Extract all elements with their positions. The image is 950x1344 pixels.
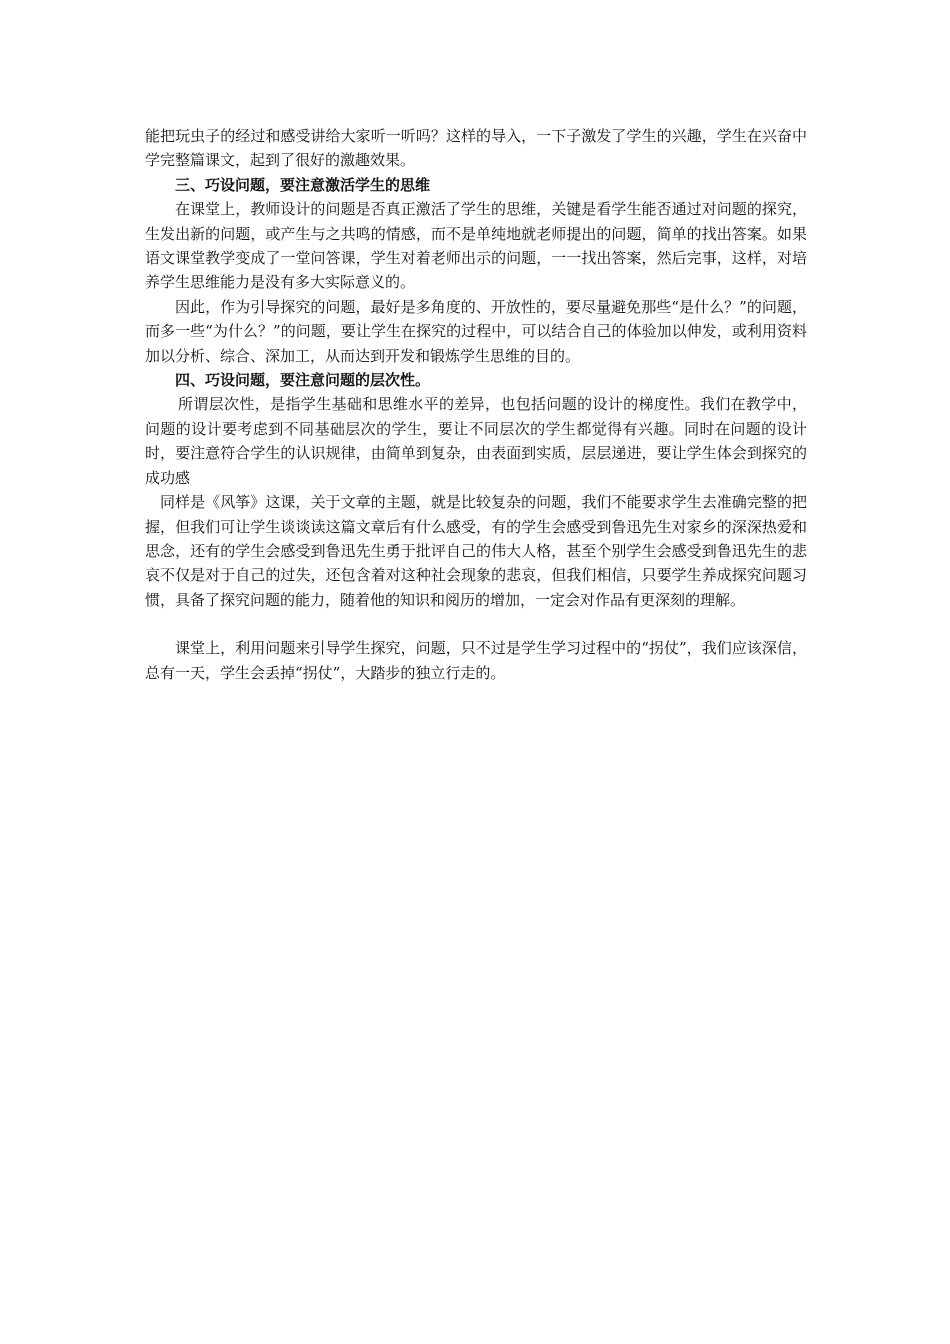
blank-line	[145, 612, 807, 636]
document-body	[145, 124, 807, 685]
paragraph-intro: 能把玩虫子的经过和感受讲给大家听一听吗？这样的导入，一下子激发了学生的兴趣，学生在兴奋中学完整篇课文，起到了很好的激趣效果。	[145, 127, 807, 170]
paragraph-4a: 所谓层次性，是指学生基础和思维水平的差异，也包括问题的设计的梯度性。我们在教学中，问题的设计要考虑到不同基础层次的学生，要让不同层次的学生都觉得有兴趣。同时在问题的设计时，要注意符合学生的认识规律，由简单到复杂，由表面到实质，层层递进，要让学生体会到探究的成功感	[145, 395, 807, 487]
paragraph-3b: 因此，作为引导探究的问题，最好是多角度的、开放性的，要尽量避免那些“是什么？”的问题，而多一些“为什么？”的问题，要让学生在探究的过程中，可以结合自己的体验加以伸发，或利用资料加以分析、综合、深加工，从而达到开发和锻炼学生思维的目的。	[145, 297, 807, 365]
paragraph-conclusion: 课堂上，利用问题来引导学生探究，问题，只不过是学生学习过程中的“拐仗”，我们应该深信，总有一天，学生会丢掉“拐仗”，大踏步的独立行走的。	[145, 639, 807, 682]
section-heading-3: 三、巧设问题，要注意激活学生的思维	[175, 175, 431, 194]
section-heading-4: 四、巧设问题，要注意问题的层次性。	[175, 371, 431, 390]
paragraph-4b: 同样是《风筝》这课，关于文章的主题，就是比较复杂的问题，我们不能要求学生去准确完整的把握，但我们可让学生谈谈读这篇文章后有什么感受，有的学生会感受到鲁迅先生对家乡的深深热爱和思念，还有的学生会感受到鲁迅先生勇于批评自己的伟大人格，甚至个别学生会感受到鲁迅先生的悲哀不仅是对于自己的过失，还包含着对这种社会现象的悲哀，但我们相信，只要学生养成探究问题习惯，具备了探究问题的能力，随着他的知识和阅历的增加，一定会对作品有更深刻的理解。	[145, 493, 807, 609]
paragraph-3a: 在课堂上，教师设计的问题是否真正激活了学生的思维，关键是看学生能否通过对问题的探究，生发出新的问题，或产生与之共鸣的情感，而不是单纯地就老师提出的问题，简单的找出答案。如果语文课堂教学变成了一堂问答课，学生对着老师出示的问题，一一找出答案，然后完事，这样，对培养学生思维能力是没有多大实际意义的。	[145, 200, 807, 292]
